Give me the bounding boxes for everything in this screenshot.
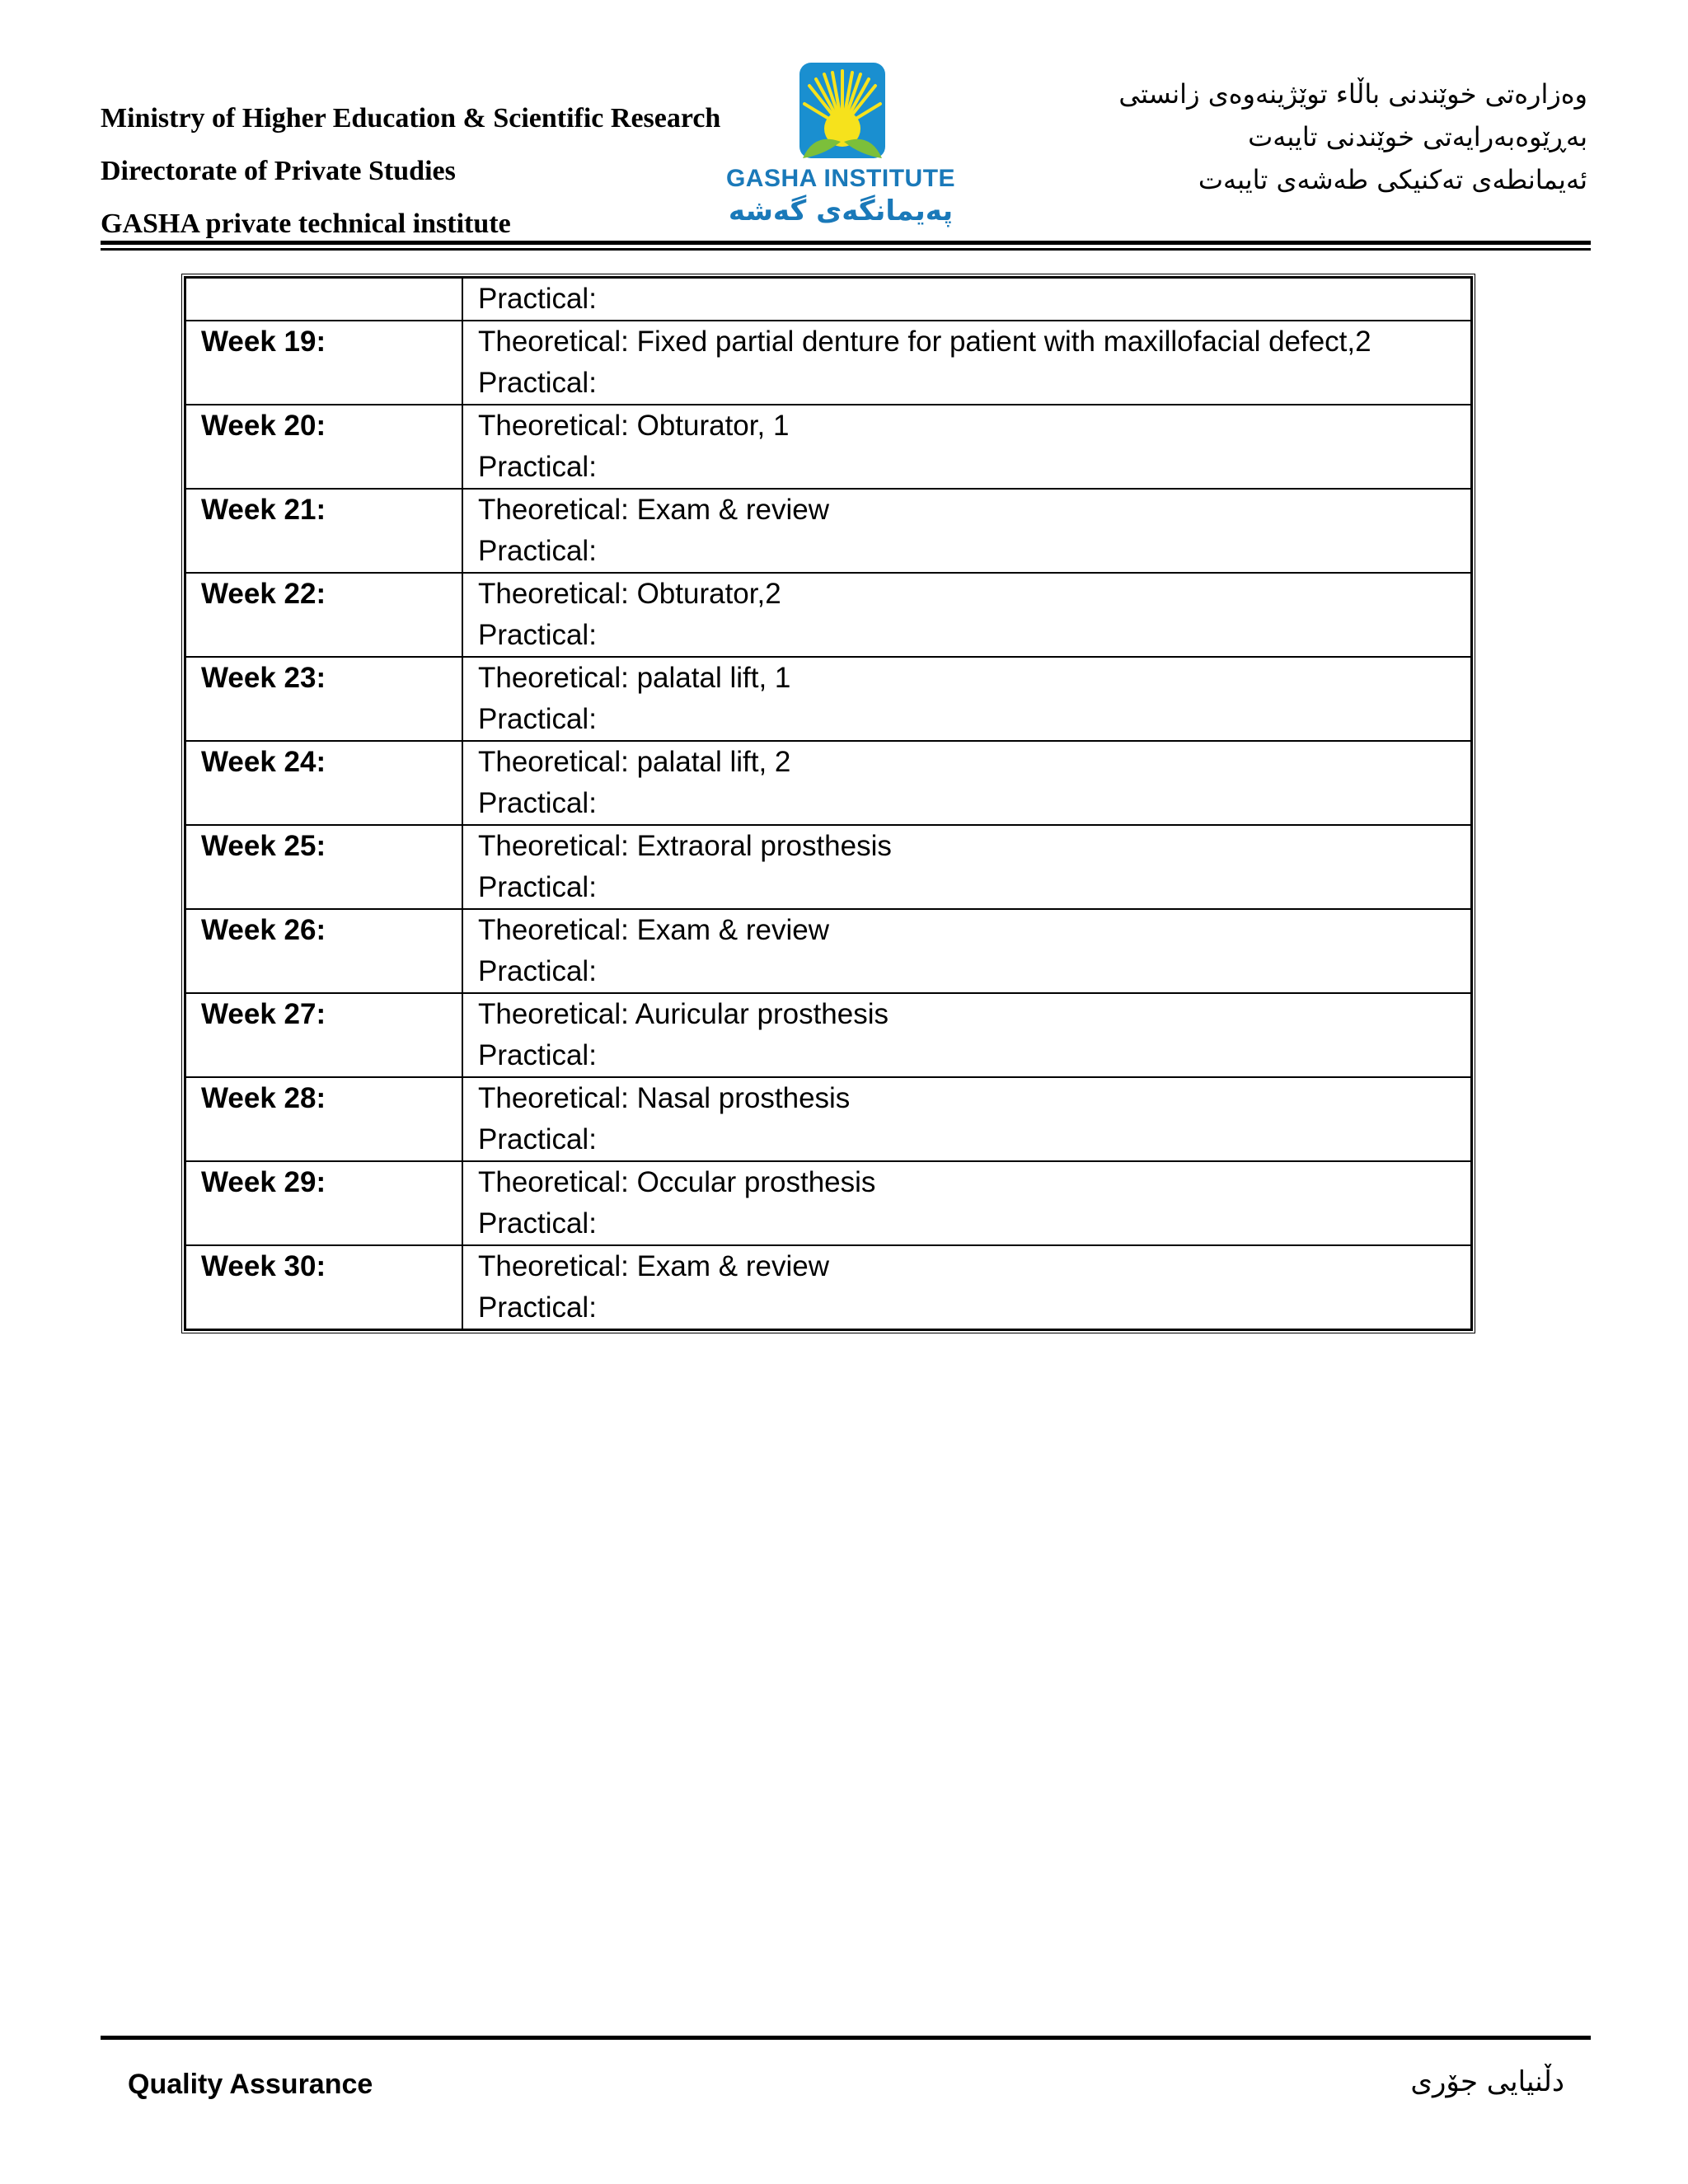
content-cell [462,657,1471,741]
week-cell: Week 23: [185,657,462,741]
practical-text: Practical: [478,703,597,735]
practical-text: Practical: [478,955,597,987]
theoretical-text: Theoretical: palatal lift, 1 [478,662,791,694]
header-english [101,92,720,251]
week-cell: Week 22: [185,573,462,657]
weekly-schedule-table [181,274,1475,1333]
content-cell [462,489,1471,573]
practical-text: Practical: [478,1207,597,1240]
footer-quality-assurance-kurdish: دڵنیایی جۆری [1410,2065,1564,2098]
week-cell: Week 29: [185,1161,462,1245]
header-institute: GASHA private technical institute [101,209,511,239]
theoretical-text: Theoretical: Extraoral prosthesis [478,830,892,862]
week-cell: Week 30: [185,1245,462,1329]
table-row [185,405,1471,489]
content-cell [462,1245,1471,1329]
week-cell: Week 28: [185,1077,462,1161]
table-row [185,825,1471,909]
theoretical-text: Theoretical: Obturator,2 [478,578,781,610]
content-cell [462,321,1471,405]
theoretical-text: Theoretical: Nasal prosthesis [478,1082,851,1114]
table-row [185,1245,1471,1329]
theoretical-text: Theoretical: Auricular prosthesis [478,998,889,1030]
header-divider-thin [101,248,1591,251]
header-directorate: Directorate of Private Studies [101,156,456,186]
header-institute-kurdish: ئەیمانطەی تەکنیکی طەشەی تایبەت [1198,164,1587,195]
table-row [185,993,1471,1077]
content-cell [462,909,1471,993]
footer-divider [101,2036,1591,2040]
table-row [185,1161,1471,1245]
content-cell [462,1077,1471,1161]
practical-text: Practical: [478,871,597,903]
practical-text: Practical: [478,787,597,819]
table-row [185,321,1471,405]
week-cell: Week 20: [185,405,462,489]
theoretical-text: Theoretical: Exam & review [478,494,829,526]
content-cell [462,825,1471,909]
content-cell [462,405,1471,489]
footer-quality-assurance: Quality Assurance [128,2069,373,2100]
week-cell: Week 26: [185,909,462,993]
content-cell [462,741,1471,825]
practical-text: Practical: [478,535,597,567]
practical-text: Practical: [478,1039,597,1071]
week-cell: Week 21: [185,489,462,573]
table-row [185,657,1471,741]
week-cell [185,278,462,321]
content-cell [462,278,1471,321]
week-cell: Week 24: [185,741,462,825]
table-row [185,1077,1471,1161]
theoretical-text: Theoretical: palatal lift, 2 [478,746,791,778]
practical-text: Practical: [478,1291,597,1324]
header-kurdish [1010,73,1587,201]
practical-text: Practical: [478,451,597,483]
practical-text: Practical: [478,619,597,651]
header-divider [101,241,1591,245]
header-directorate-kurdish: بەڕێوەبەرایەتی خوێندنی تایبەت [1248,121,1587,152]
theoretical-text: Theoretical: Fixed partial denture for patient with maxillofacial defect,2 [478,326,1372,358]
content-cell [462,573,1471,657]
practical-text: Practical: [478,367,597,399]
header-ministry-kurdish: وەزارەتی خوێندنی باڵاء توێژینەوەی زانستی [1118,78,1587,110]
gasha-logo [725,63,956,232]
content-cell [462,1161,1471,1245]
theoretical-text: Theoretical: Occular prosthesis [478,1166,876,1198]
content-cell [462,993,1471,1077]
theoretical-text: Theoretical: Exam & review [478,1250,829,1282]
table-row [185,489,1471,573]
table-row [185,573,1471,657]
week-cell: Week 27: [185,993,462,1077]
week-cell: Week 19: [185,321,462,405]
table-row [185,909,1471,993]
logo-text-english: GASHA INSTITUTE [725,165,956,192]
sun-logo-icon [799,63,885,158]
practical-text: Practical: [478,283,597,315]
week-cell: Week 25: [185,825,462,909]
table-row [185,278,1471,321]
theoretical-text: Theoretical: Exam & review [478,914,829,946]
header-ministry: Ministry of Higher Education & Scientific Research [101,103,721,134]
practical-text: Practical: [478,1123,597,1155]
theoretical-text: Theoretical: Obturator, 1 [478,410,790,442]
logo-text-kurdish: پەیمانگەی گەشە [728,194,954,227]
table-row [185,741,1471,825]
